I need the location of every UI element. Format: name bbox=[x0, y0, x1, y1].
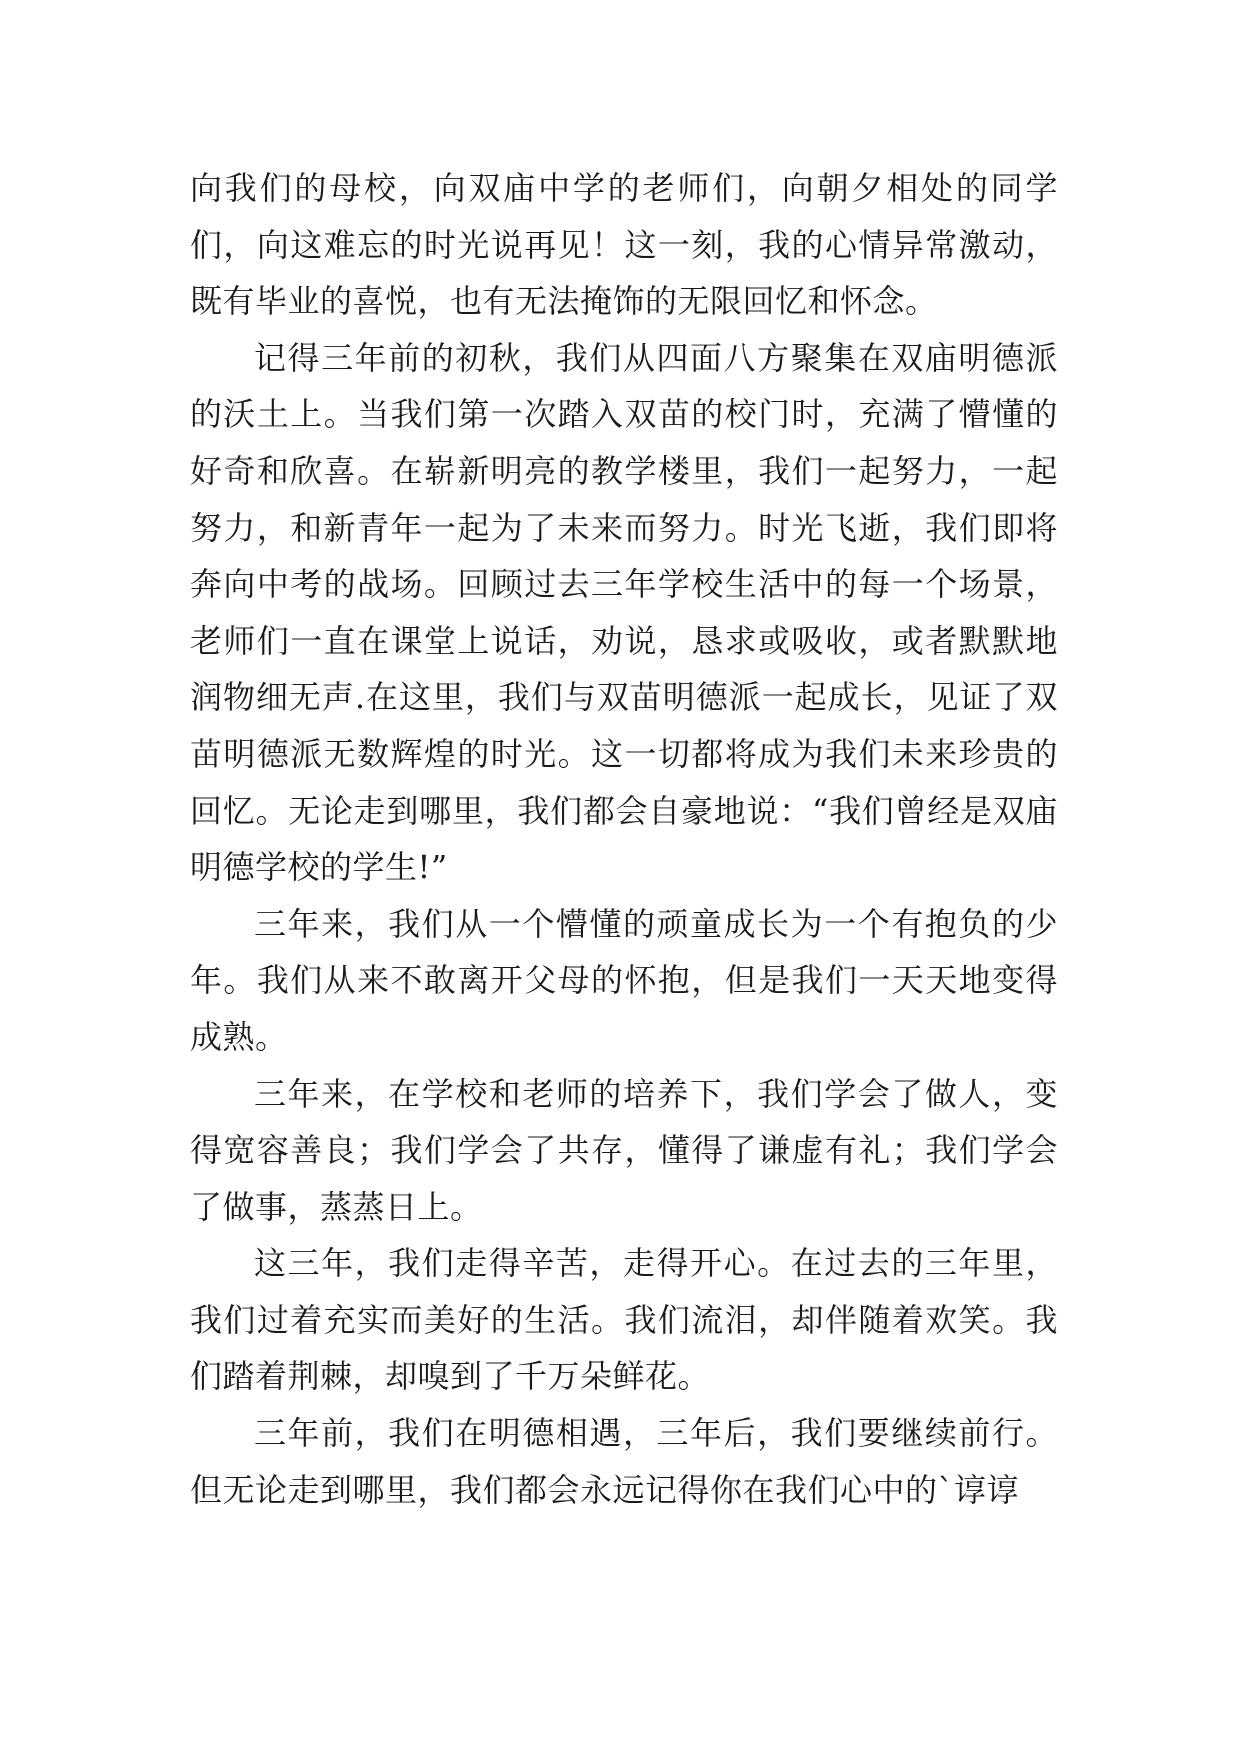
paragraph-6: 三年前，我们在明德相遇，三年后，我们要继续前行。但无论走到哪里，我们都会永远记得你在我们心中的`谆谆 bbox=[190, 1414, 1058, 1509]
paragraph-3: 三年来，我们从一个懵懂的顽童成长为一个有抱负的少年。我们从来不敢离开父母的怀抱，但是我们一天天地变得成熟。 bbox=[190, 904, 1058, 1056]
paragraph-2: 记得三年前的初秋，我们从四面八方聚集在双庙明德派的沃土上。当我们第一次踏入双苗的校门时，充满了懵懂的好奇和欣喜。在崭新明亮的教学楼里，我们一起努力，一起努力，和新青年一起为了未来而努力。时光飞逝，我们即将奔向中考的战场。回顾过去三年学校生活中的每一个场景，老师们一直在课堂上说话，劝说，恳求或吸收，或者默默地润物细无声.在这里，我们与双苗明德派一起成长，见证了双苗明德派无数辉煌的时光。这一切都将成为我们未来珍贵的回忆。无论走到哪里，我们都会自豪地说：“我们曾经是双庙明德学校的学生!” bbox=[190, 338, 1058, 887]
paragraph-4: 三年来，在学校和老师的培养下，我们学会了做人，变得宽容善良；我们学会了共存，懂得了谦虚有礼；我们学会了做事，蒸蒸日上。 bbox=[190, 1074, 1058, 1226]
paragraph-5: 这三年，我们走得辛苦，走得开心。在过去的三年里，我们过着充实而美好的生活。我们流泪，却伴随着欢笑。我们踏着荆棘，却嗅到了千万朵鲜花。 bbox=[190, 1244, 1058, 1396]
document-body bbox=[190, 160, 1058, 1518]
paragraph-1: 向我们的母校，向双庙中学的老师们，向朝夕相处的同学们，向这难忘的时光说再见！这一刻，我的心情异常激动，既有毕业的喜悦，也有无法掩饰的无限回忆和怀念。 bbox=[190, 169, 1058, 321]
